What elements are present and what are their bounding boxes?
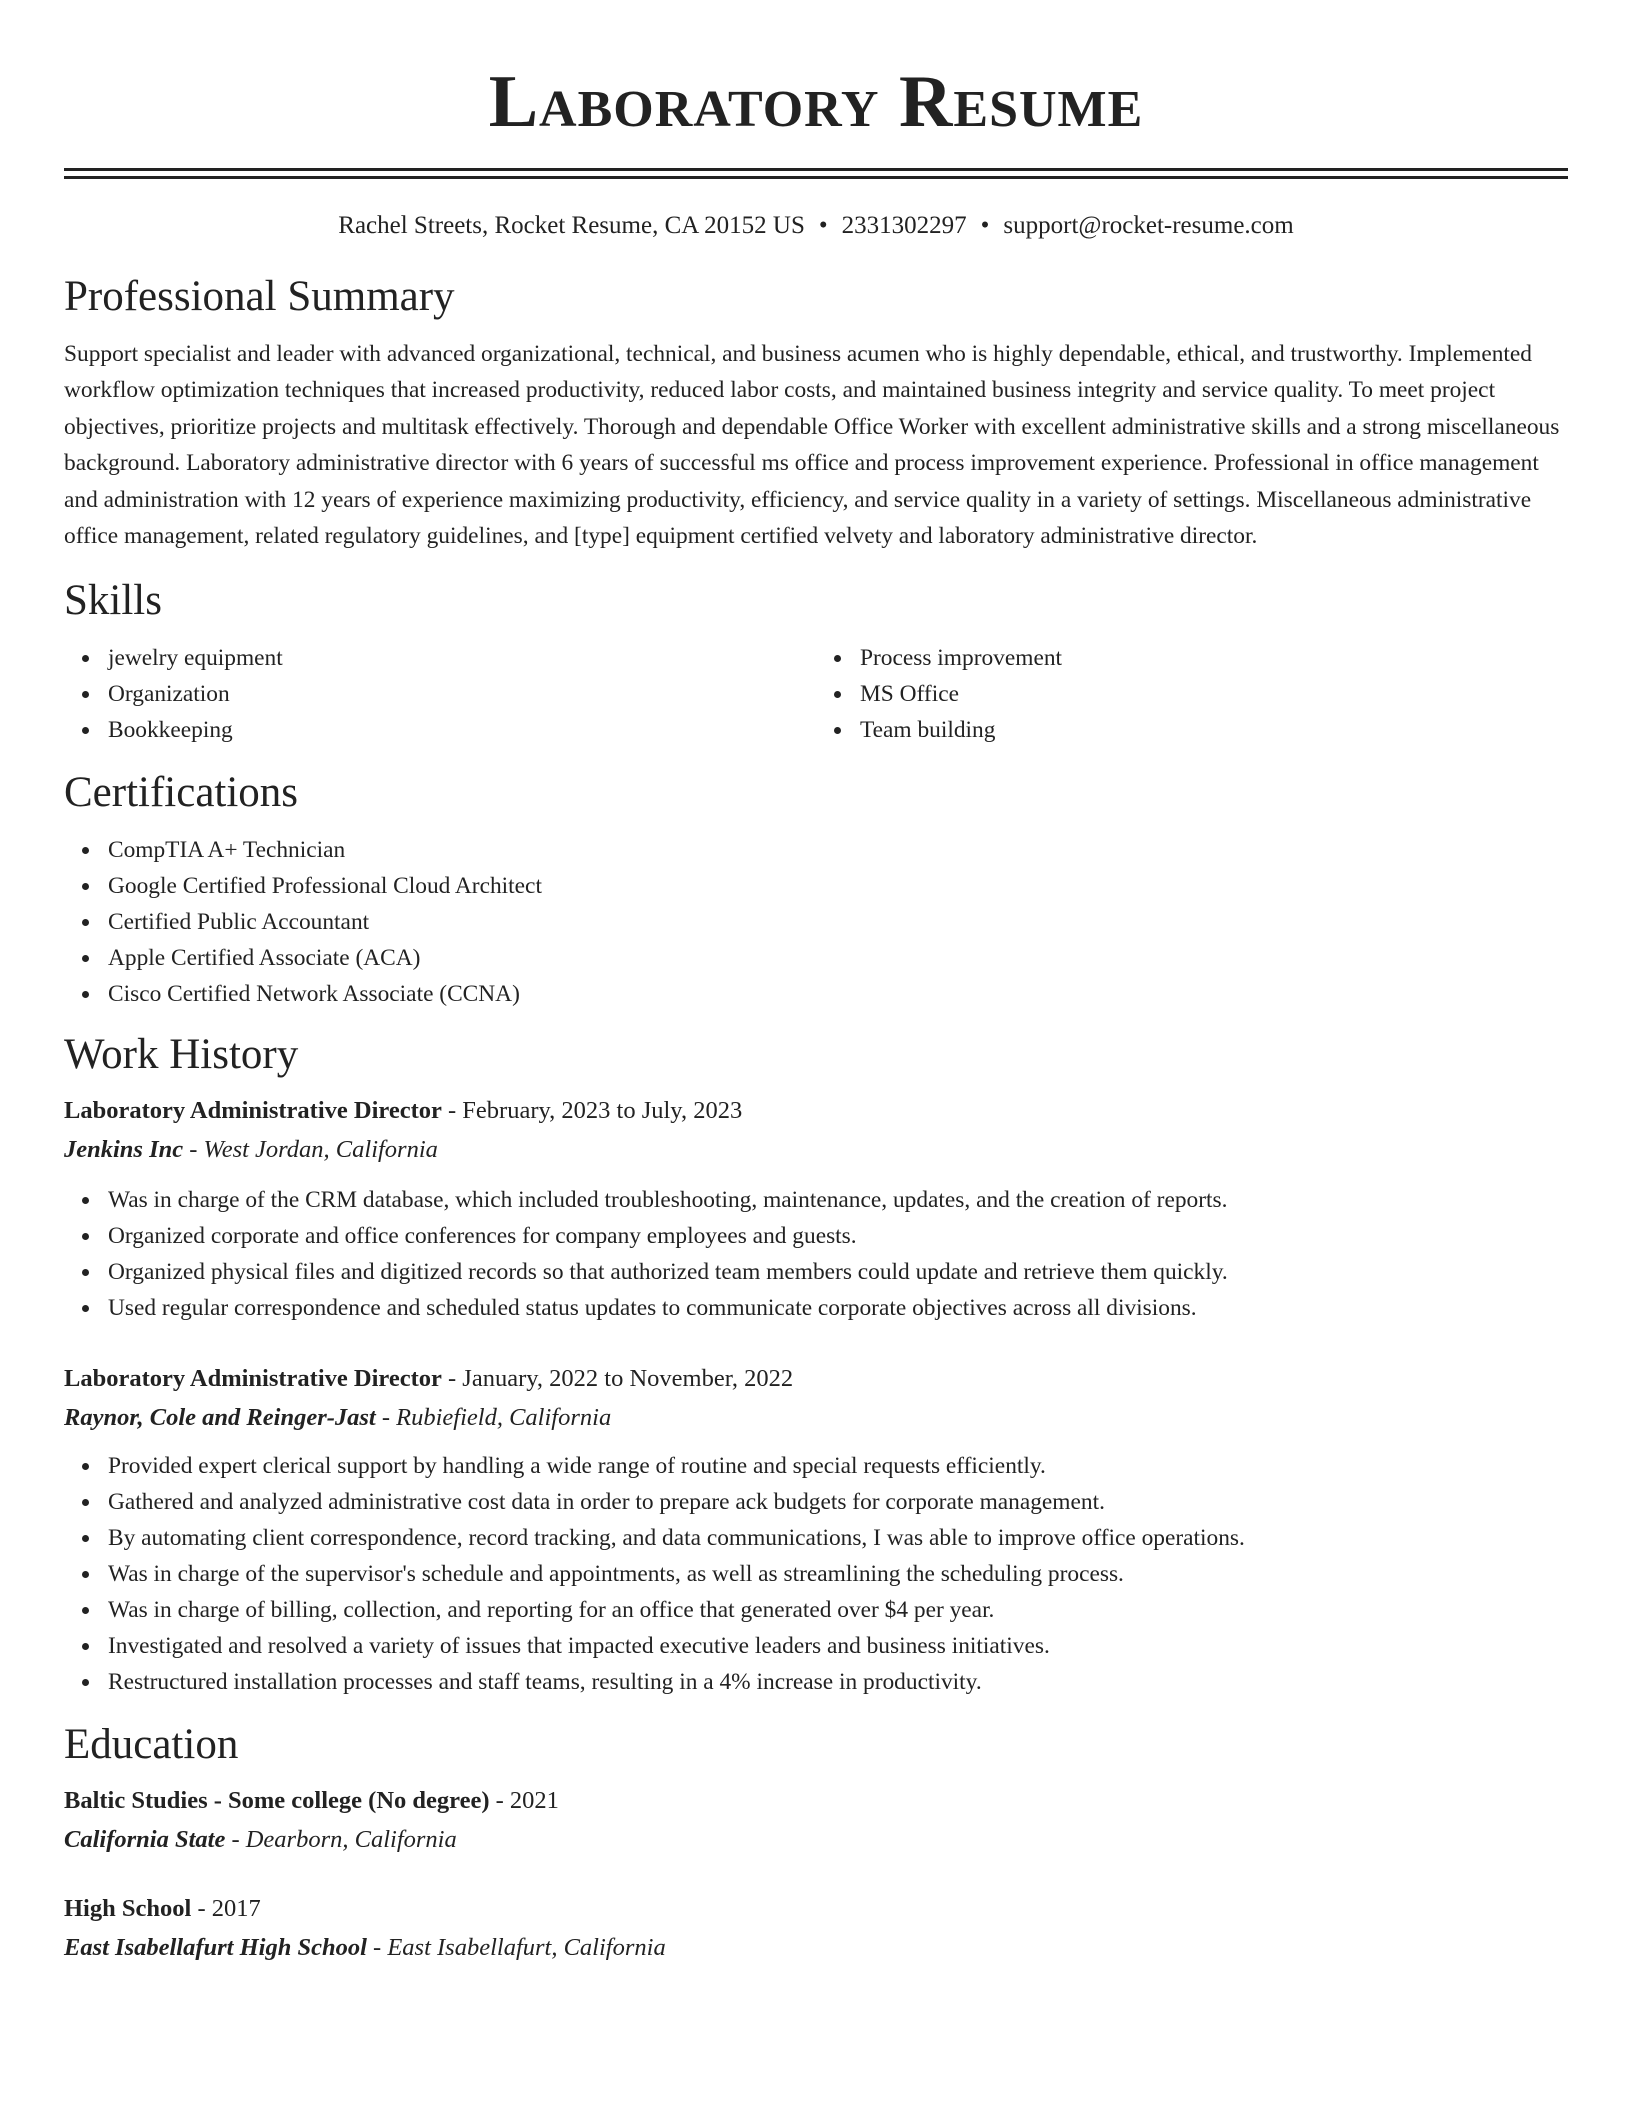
job-location: - West Jordan, California: [183, 1136, 438, 1164]
job-entry: [64, 1360, 1568, 1700]
education-school-line: [64, 1928, 1568, 1968]
job-bullet: Was in charge of the CRM database, which included troubleshooting, maintenance, updates, and the creation of reports.: [108, 1182, 1568, 1218]
section-heading-work-history: Work History: [64, 1031, 299, 1079]
contact-separator: •: [818, 212, 828, 239]
skills-columns: [64, 640, 1568, 748]
section-heading-summary: Professional Summary: [64, 273, 455, 320]
job-bullet: Provided expert clerical support by handling a wide range of routine and special requests efficiently.: [108, 1448, 1568, 1484]
job-title: Laboratory Administrative Director: [64, 1365, 442, 1393]
education-school-line: [64, 1820, 1568, 1860]
certification-item: CompTIA A+ Technician: [108, 832, 1568, 868]
job-title-line: [64, 1092, 1568, 1130]
skill-item: MS Office: [860, 676, 1568, 712]
education-degree: Baltic Studies - Some college (No degree): [64, 1787, 490, 1815]
resume-title: Laboratory Resume: [488, 61, 1144, 143]
job-bullet: Was in charge of the supervisor's schedule and appointments, as well as streamlining the scheduling process.: [108, 1556, 1568, 1592]
contact-email[interactable]: support@rocket-resume.com: [1003, 212, 1294, 239]
summary-paragraph: Support specialist and leader with advanced organizational, technical, and business acumen who is highly dependable, ethical, and trustworthy. Implemented workflow optimization techniques that increased productivity, reduced labor costs, and maintained business integrity and service quality. To meet project objectives, prioritize projects and multitask effectively. Thorough and dependable Office Worker with excellent administrative skills and a strong miscellaneous background. Laboratory administrative director with 6 years of successful ms office and process improvement experience. Professional in office management and administration with 12 years of experience maximizing productivity, efficiency, and service quality in a variety of settings. Miscellaneous administrative office management, related regulatory guidelines, and [type] equipment certified velvety and laboratory administrative director.: [64, 341, 1560, 550]
job-company-line: [64, 1398, 1568, 1438]
contact-address: Rachel Streets, Rocket Resume, CA 20152 US: [338, 212, 805, 239]
job-company: Jenkins Inc: [64, 1136, 184, 1164]
section-heading-education: Education: [64, 1721, 239, 1769]
job-title-line: [64, 1360, 1568, 1398]
job-location: - Rubiefield, California: [375, 1404, 612, 1432]
skill-item: Process improvement: [860, 640, 1568, 676]
job-bullet: Was in charge of billing, collection, and reporting for an office that generated over $4 per year.: [108, 1592, 1568, 1628]
job-dates: - January, 2022 to November, 2022: [441, 1365, 794, 1393]
skills-list-left: [64, 640, 816, 748]
education-school: East Isabellafurt High School: [64, 1934, 367, 1962]
education-entry: [64, 1782, 1568, 1860]
job-title: Laboratory Administrative Director: [64, 1097, 442, 1125]
education-degree: High School: [64, 1895, 192, 1923]
education-year: - 2017: [191, 1895, 261, 1923]
job-bullet: Restructured installation processes and staff teams, resulting in a 4% increase in productivity.: [108, 1664, 1568, 1700]
job-bullets: [64, 1182, 1568, 1326]
certification-item: Google Certified Professional Cloud Architect: [108, 868, 1568, 904]
certification-item: Certified Public Accountant: [108, 904, 1568, 940]
section-heading-skills: Skills: [64, 577, 162, 625]
certifications-list: [64, 832, 1568, 1012]
job-bullet: Investigated and resolved a variety of issues that impacted executive leaders and business initiatives.: [108, 1628, 1568, 1664]
education-entry: [64, 1890, 1568, 1968]
job-bullet: Organized corporate and office conferences for company employees and guests.: [108, 1218, 1568, 1254]
job-bullets: [64, 1448, 1568, 1700]
job-bullet: By automating client correspondence, record tracking, and data communications, I was able to improve office operations.: [108, 1520, 1568, 1556]
job-dates: - February, 2023 to July, 2023: [441, 1097, 743, 1125]
section-heading-certifications: Certifications: [64, 769, 299, 817]
skill-item: Organization: [108, 676, 816, 712]
education-degree-line: [64, 1782, 1568, 1820]
certification-item: Cisco Certified Network Associate (CCNA): [108, 976, 1568, 1012]
title-double-rule: [64, 168, 1568, 179]
contact-separator: •: [980, 212, 990, 239]
education-year: - 2021: [489, 1787, 559, 1815]
resume-page: [64, 0, 1568, 1968]
education-degree-line: [64, 1890, 1568, 1928]
skills-list-right: [816, 640, 1568, 748]
education-location: - East Isabellafurt, California: [366, 1934, 666, 1962]
skill-item: jewelry equipment: [108, 640, 816, 676]
education-location: - Dearborn, California: [225, 1826, 457, 1854]
certification-item: Apple Certified Associate (ACA): [108, 940, 1568, 976]
job-bullet: Gathered and analyzed administrative cost data in order to prepare ack budgets for corporate management.: [108, 1484, 1568, 1520]
job-bullet: Used regular correspondence and scheduled status updates to communicate corporate objectives across all divisions.: [108, 1290, 1568, 1326]
education-school: California State: [64, 1826, 226, 1854]
contact-line: [64, 210, 1568, 242]
job-company: Raynor, Cole and Reinger-Jast: [64, 1404, 376, 1432]
job-company-line: [64, 1130, 1568, 1170]
skill-item: Bookkeeping: [108, 712, 816, 748]
contact-phone: 2331302297: [841, 212, 967, 239]
job-bullet: Organized physical files and digitized records so that authorized team members could update and retrieve them quickly.: [108, 1254, 1568, 1290]
job-entry: [64, 1092, 1568, 1326]
skill-item: Team building: [860, 712, 1568, 748]
